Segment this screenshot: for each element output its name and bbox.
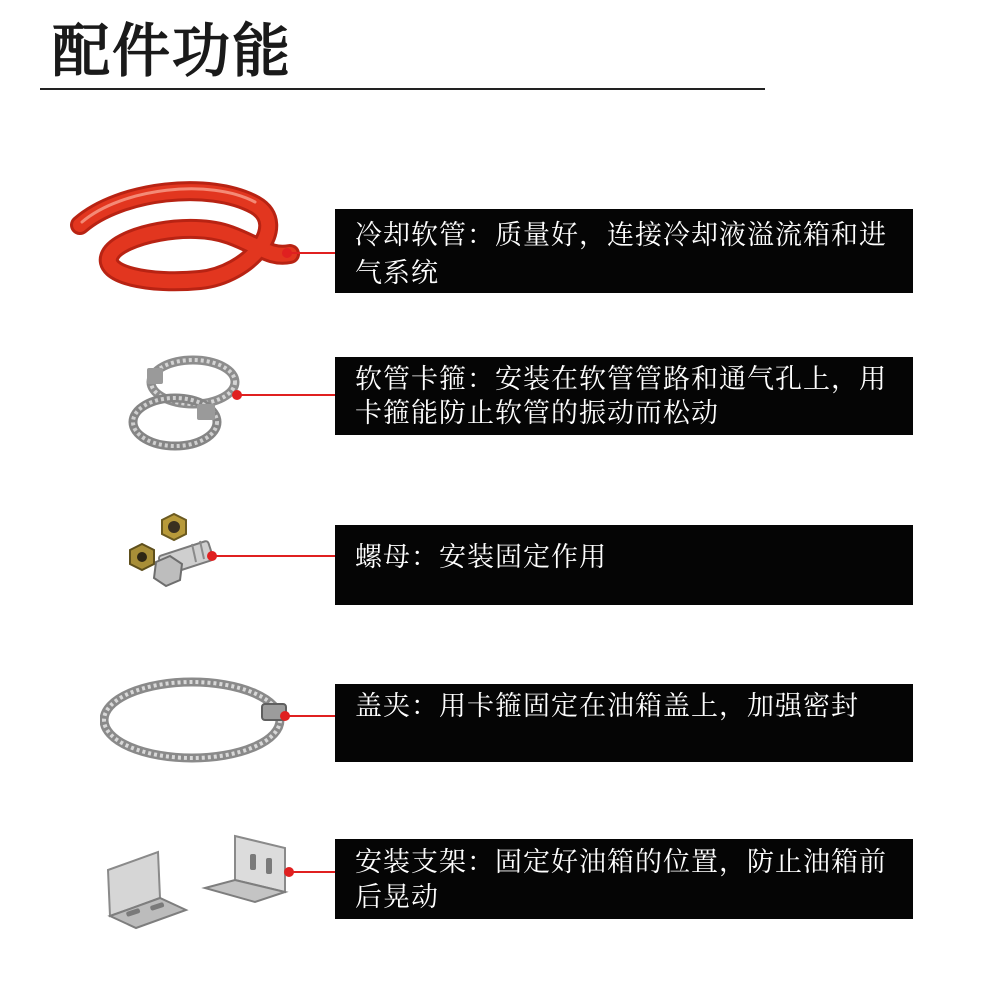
accessory-item-bracket xyxy=(0,825,1000,935)
description-panel: 软管卡箍：安装在软管管路和通气孔上，用卡箍能防止软管的振动而松动 xyxy=(335,357,913,435)
title-underline xyxy=(40,88,765,90)
large-clamp-icon xyxy=(100,670,295,770)
pointer-line xyxy=(236,394,336,396)
pointer-line xyxy=(211,555,336,557)
accessory-item-hose xyxy=(0,180,1000,310)
accessory-item-hose-clamp xyxy=(0,345,1000,455)
accessory-item-nut xyxy=(0,505,1000,615)
pointer-line xyxy=(288,871,336,873)
description-panel: 螺母：安装固定作用 xyxy=(335,525,913,605)
pointer-line xyxy=(286,252,336,254)
bracket-icon xyxy=(100,830,295,930)
description-panel: 盖夹：用卡箍固定在油箱盖上，加强密封 xyxy=(335,684,913,762)
hose-clamp-pair-icon xyxy=(125,350,245,460)
pointer-line xyxy=(284,715,336,717)
page-title: 配件功能 xyxy=(52,17,293,85)
description-panel: 安装支架：固定好油箱的位置，防止油箱前后晃动 xyxy=(335,839,913,919)
accessory-item-lid-clamp xyxy=(0,670,1000,780)
description-panel: 冷却软管：质量好，连接冷却液溢流箱和进气系统 xyxy=(335,209,913,293)
red-hose-icon xyxy=(60,180,300,310)
